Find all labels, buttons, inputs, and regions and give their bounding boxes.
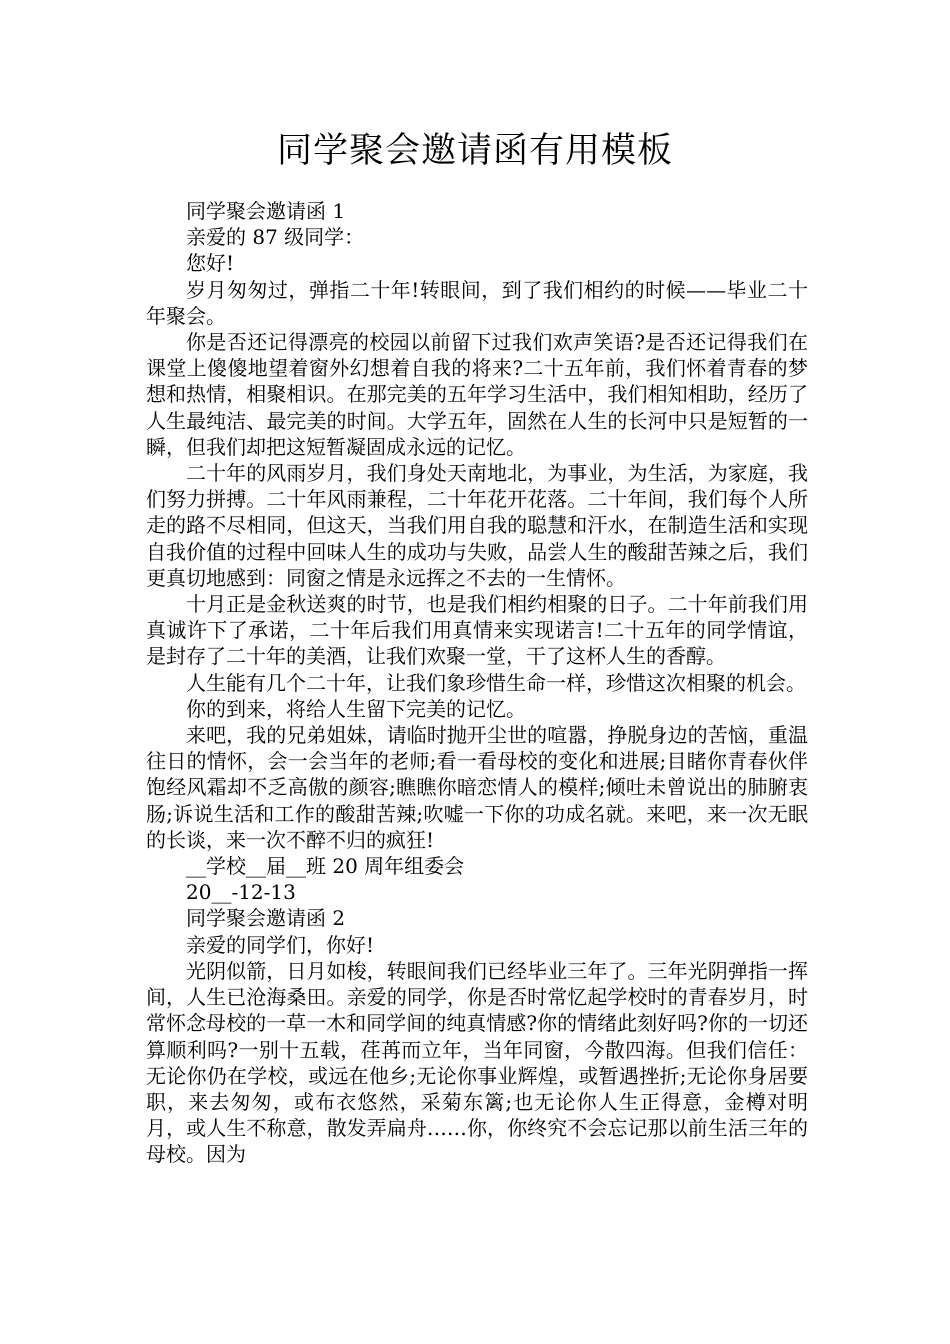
letter-heading-2: 同学聚会邀请函 2 — [186, 906, 346, 931]
signature: __学校__届__班 20 周年组委会 — [186, 854, 465, 879]
body-paragraph: 你的到来，将给人生留下完美的记忆。 — [186, 696, 526, 721]
document-title: 同学聚会邀请函有用模板 — [276, 131, 673, 171]
letter-heading-1: 同学聚会邀请函 1 — [186, 199, 346, 223]
body-paragraph: 岁月匆匆过，弹指二十年!转眼间，到了我们相约的时候——毕业二十年聚会。 — [146, 277, 808, 328]
body-paragraph: 十月正是金秋送爽的时节，也是我们相约相聚的日子。二十年前我们用真诚许下了承诺，二十年后我们用真情来实现诺言!二十五年的同学情谊，是封存了二十年的美酒，让我们欢聚一堂，干了这杯人生的香醇。 — [146, 592, 808, 669]
body-paragraph: 光阴似箭，日月如梭，转眼间我们已经毕业三年了。三年光阴弹指一挥间，人生已沧海桑田。亲爱的同学，你是否时常忆起学校时的青春岁月，时常怀念母校的一草一木和同学间的纯真情感?你的情绪此刻好吗?你的一切还算顺利吗?一别十五载，荏苒而立年，当年同窗，今散四海。但我们信任：无论你仍在学校，或远在他乡;无论你事业辉煌，或暂遇挫折;无论你身居要职，来去匆匆，或布衣悠然，采菊东篱;也无论你人生正得意，金樽对明月，或人生不称意，散发弄扁舟……你，你终究不会忘记那以前生活三年的母校。因为 — [146, 958, 808, 1167]
body-paragraph: 人生能有几个二十年，让我们象珍惜生命一样，珍惜这次相聚的机会。 — [186, 670, 806, 695]
document-body — [146, 198, 808, 1168]
body-paragraph: 来吧，我的兄弟姐妹，请临时抛开尘世的喧嚣，挣脱身边的苦恼，重温往日的情怀，会一会当年的老师;看一看母校的变化和进展;目睹你青春伙伴饱经风霜却不乏高傲的颜容;瞧瞧你暗恋情人的模样;倾吐未曾说出的肺腑衷肠;诉说生活和工作的酸甜苦辣;吹嘘一下你的功成名就。来吧，来一次无眠的长谈，来一次不醉不归的疯狂! — [146, 723, 808, 852]
salutation: 亲爱的同学们，你好! — [186, 932, 375, 957]
body-paragraph: 二十年的风雨岁月，我们身处天南地北，为事业，为生活，为家庭，我们努力拼搏。二十年风雨兼程，二十年花开花落。二十年间，我们每个人所走的路不尽相同，但这天，当我们用自我的聪慧和汗水，在制造生活和实现自我价值的过程中回味人生的成功与失败，品尝人生的酸甜苦辣之后，我们更真切地感到：同窗之情是永远挥之不去的一生情怀。 — [146, 461, 808, 590]
body-paragraph: 你是否还记得漂亮的校园以前留下过我们欢声笑语?是否还记得我们在课堂上傻傻地望着窗外幻想着自我的将来?二十五年前，我们怀着青春的梦想和热情，相聚相识。在那完美的五年学习生活中，我们相知相助，经历了人生最纯洁、最完美的时间。大学五年，固然在人生的长河中只是短暂的一瞬，但我们却把这短暂凝固成永远的记忆。 — [146, 330, 808, 459]
date: 20__-12-13 — [186, 880, 296, 905]
greeting: 您好! — [186, 251, 235, 276]
salutation: 亲爱的 87 级同学： — [186, 225, 365, 250]
